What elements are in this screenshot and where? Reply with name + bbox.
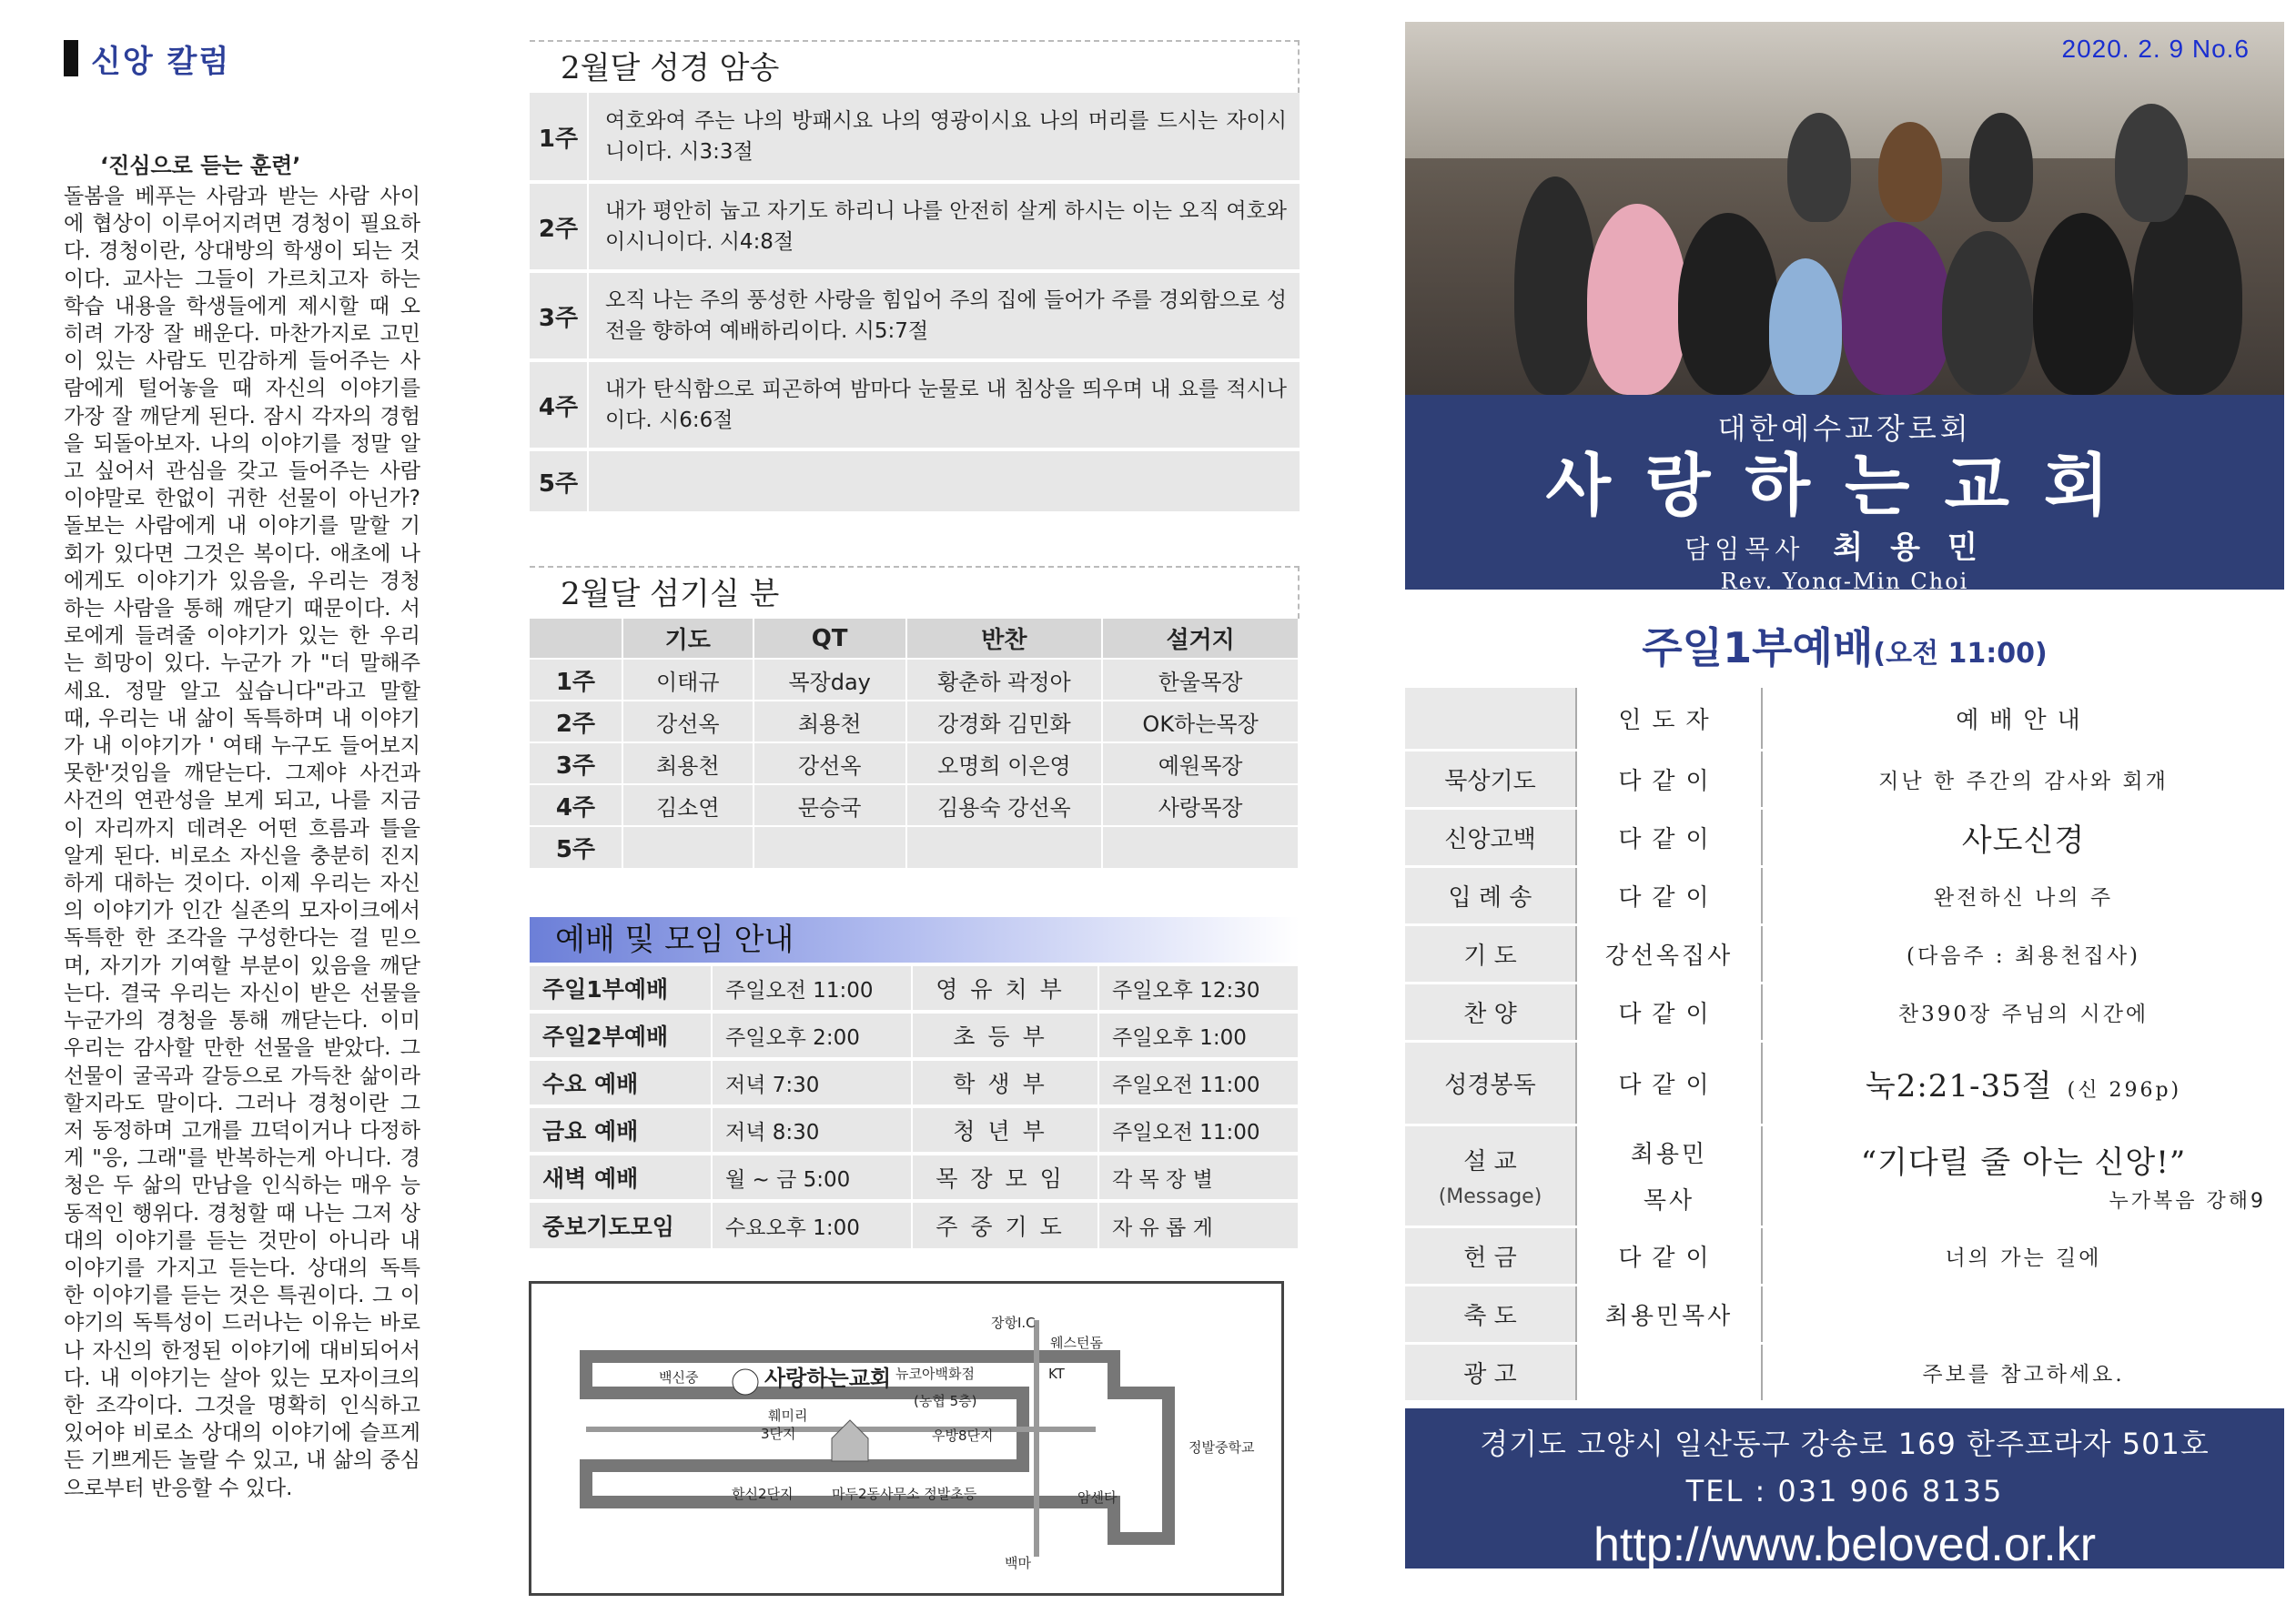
- order-item: [1405, 1125, 1576, 1226]
- duty-cell: 사랑목장: [1102, 784, 1299, 826]
- order-leader-name: 다같이: [1618, 767, 1720, 795]
- order-guide: [1762, 866, 2284, 924]
- worship-name: 주일2부예배: [530, 1012, 712, 1059]
- order-item: [1405, 983, 1576, 1041]
- order-item-name: 축 도: [1463, 1302, 1517, 1330]
- order-leader: [1576, 1343, 1762, 1401]
- worship-time: 수요오후 1:00: [712, 1201, 912, 1248]
- article-title: ‘진심으로 듣는 훈련’: [100, 153, 301, 178]
- worship-row: [530, 1106, 1299, 1154]
- map-baekma: 백마: [1005, 1555, 1031, 1571]
- duty-cell: 김소연: [622, 784, 754, 826]
- duty-week: 5주: [530, 826, 622, 868]
- duty-header: 기도: [622, 619, 754, 659]
- denomination: 대한예수교장로회: [1717, 411, 1972, 446]
- order-guide-small: 누가복음 강해9: [2109, 1190, 2266, 1213]
- duty-row: [530, 784, 1299, 826]
- worship-row: [530, 1012, 1299, 1059]
- duty-table: [530, 619, 1300, 868]
- order-leader-title: 목사: [1643, 1187, 1695, 1215]
- map-drawing: [531, 1284, 1281, 1593]
- photo-person: [1787, 113, 1851, 222]
- photo-person: [2033, 213, 2133, 395]
- order-item-name: 설 교: [1463, 1148, 1517, 1175]
- photo-person: [2133, 195, 2242, 395]
- order-row: [1405, 1285, 2284, 1343]
- department-name: 초등부: [912, 1012, 1098, 1059]
- worship-name: 수요 예배: [530, 1059, 712, 1106]
- faith-column: [64, 33, 420, 1502]
- order-guide: [1762, 1285, 2284, 1343]
- map-church-sub: (농협 5층): [914, 1393, 977, 1409]
- worship-name: 새벽 예배: [530, 1154, 712, 1201]
- department-name: 주중기도: [912, 1201, 1098, 1248]
- order-guide-text: 눅2:21-35절: [1865, 1067, 2053, 1105]
- order-leader: [1576, 866, 1762, 924]
- duty-cell: 강선옥: [622, 701, 754, 742]
- order-leader: [1576, 1125, 1762, 1226]
- order-guide-small: (신 296p): [2067, 1078, 2182, 1102]
- column-header: [64, 33, 420, 84]
- duty-week: 1주: [530, 659, 622, 701]
- order-item: [1405, 1285, 1576, 1343]
- duty-cell: 강선옥: [754, 742, 906, 784]
- worship-time: 주일오후 2:00: [712, 1012, 912, 1059]
- memorize-table: [530, 93, 1300, 515]
- order-guide-text: 지난 한 주간의 감사와 회개: [1878, 769, 2169, 793]
- duty-cell: [1102, 826, 1299, 868]
- duty-cell: 김용숙 강선옥: [906, 784, 1103, 826]
- worship-time: 주일오전 11:00: [712, 964, 912, 1012]
- order-item-name: 입 례 송: [1448, 883, 1532, 912]
- church-name: 사랑하는교회: [1545, 447, 2144, 525]
- duty-cell: 강경화 김민화: [906, 701, 1103, 742]
- duty-row: [530, 826, 1299, 868]
- photo-person: [1942, 231, 2033, 395]
- map-newcore: 뉴코아백화점: [895, 1366, 975, 1382]
- photo-person: [1878, 122, 1942, 222]
- map-ubang: 우방8단지: [932, 1427, 994, 1444]
- church-tel: TEL : 031 906 8135: [1685, 1473, 2004, 1508]
- order-item-name: 신앙고백: [1444, 825, 1536, 853]
- order-guide: [1762, 924, 2284, 983]
- order-leader: [1576, 750, 1762, 808]
- photo-person: [1587, 204, 1687, 395]
- order-item: [1405, 924, 1576, 983]
- location-map: [529, 1281, 1284, 1596]
- map-jangang: 장항I.C: [991, 1315, 1036, 1331]
- order-item-name: 기 도: [1463, 942, 1517, 970]
- department-time: 각 목 장 별: [1098, 1154, 1299, 1201]
- service-title: [1405, 615, 2284, 688]
- order-item-name: 성경봉독: [1444, 1071, 1536, 1099]
- order-leader-name: 최용민: [1630, 1141, 1708, 1168]
- duty-header: [530, 619, 622, 659]
- order-guide-text: (다음주 : 최용천집사): [1906, 943, 2141, 968]
- order-item: [1405, 866, 1576, 924]
- worship-time: 저녁 7:30: [712, 1059, 912, 1106]
- order-row: [1405, 866, 2284, 924]
- department-time: 주일오전 11:00: [1098, 1106, 1299, 1154]
- memorize-week: 3주: [530, 271, 588, 360]
- duty-cell: 황춘하 곽정아: [906, 659, 1103, 701]
- pastor-title: 담임목사: [1684, 534, 1805, 564]
- memorize-week: 1주: [530, 93, 588, 182]
- order-leader: [1576, 1041, 1762, 1125]
- church-footer: [1405, 1408, 2284, 1569]
- bulletin-date: 2020. 2. 9 No.6: [2061, 35, 2250, 63]
- church-address: 경기도 고양시 일산동구 강송로 169 한주프라자 501호: [1480, 1426, 2210, 1461]
- header-bar: [64, 40, 78, 76]
- worship-name: 금요 예배: [530, 1106, 712, 1154]
- order-guide: [1762, 1125, 2284, 1226]
- department-name: 청년부: [912, 1106, 1098, 1154]
- order-item-name: 광 고: [1463, 1360, 1517, 1388]
- duty-cell: 이태규: [622, 659, 754, 701]
- photo-person: [2115, 104, 2188, 222]
- duty-cell: [622, 826, 754, 868]
- order-guide: [1762, 983, 2284, 1041]
- duty-cell: [906, 826, 1103, 868]
- map-kt: KT: [1048, 1366, 1065, 1382]
- map-baeksin: 백신중: [659, 1369, 699, 1386]
- memorize-week: 5주: [530, 449, 588, 513]
- church-building-icon: [832, 1420, 868, 1461]
- pastor-name: 최용민: [1833, 530, 2005, 566]
- article-body: 돌봄을 베푸는 사람과 받는 사람 사이에 협상이 이루어지려면 경청이 필요하다. 경청이란, 상대방의 학생이 되는 것이다. 교사는 그들이 가르치고자 하는 학습 내용을 학생들에게 제시할 때 오히려 가장 잘 배운다. 마찬가지로 고민이 있는 사람도 민감하게 들어주는 사람에게 털어놓을 때 자신의 이야기를 가장 잘 깨닫게 된다. 잠시 각자의 경험을 되돌아보자. 나의 이야기를 정말 알고 싶어서 관심을 갖고 들어주는 사람이야말로 한없이 귀한 선물이 아닌가? 돌보는 사람에게 내 이야기를 말할 기회가 있다면 그것은 복이다. 애초에 나에게도 이야기가 있음을, 우리는 경청하는 사람을 통해 깨닫기 때문이다. 서로에게 들려줄 이야기가 있는 한 우리는 희망이 있다. 누군가 가 "더 말해주세요. 정말 알고 싶습니다"라고 말할 때, 우리는 내 삶이 독특하며 내 이야기가 내 이야기가 ' 여태 누구도 들어보지 못한'것임을 깨닫는다. 그제야 사건과 사건의 연관성을 보게 되고, 나를 지금 이 자리까지 데려온 어떤 흐름과 틀을 알게 된다. 비로소 자신을 충분히 진지하게 대하는 것이다. 이제 우리는 자신의 이야기가 인간 실존의 모자이크에서 독특한 한 조각을 구성한다는 걸 믿으며, 자기가 기여할 부분이 있음을 깨닫는다. 결국 우리는 자신이 받은 선물을 누군가의 경청을 통해 깨닫는다. 이미 우리는 감사할 만한 선물을 받았다. 그 선물이 굴곡과 갈등으로 가득찬 삶이라 할지라도 말이다. 그러나 경청이란 그저 동정하며 고개를 끄덕이거나 다정하게 "응, 그래"를 반복하는게 아니다. 경청은 두 삶의 만남을 인식하는 매우 능동적인 행위다. 경청할 때 나는 그저 상대의 이야기를 듣는 것만이 아니라 내 이야기를 가지고 듣는다. 상대의 독특한 이야기를 듣는 것은 특권이다. 그 이야기의 독특성이 드러나는 이유는 바로 나 자신의 한정된 이야기에 대비되어서다. 내 이야기는 살아 있는 모자이크의 한 조각이다. 그것을 명확히 인식하고 있어야 비로소 상대의 이야기에 슬프게든 기쁘게든 놀랄 수 있고, 내 삶의 중심으로부터 반응할 수 있다.: [64, 185, 420, 1500]
- order-guide: [1762, 808, 2284, 866]
- order-leader: [1576, 808, 1762, 866]
- order-item-name: 묵상기도: [1444, 767, 1536, 795]
- map-western: 웨스턴돔: [1050, 1335, 1103, 1351]
- service-time: (오전 11:00): [1873, 638, 2048, 670]
- memorize-row: [530, 360, 1300, 449]
- service-name: 주일1부예배: [1642, 623, 1874, 672]
- order-item: [1405, 750, 1576, 808]
- order-row: [1405, 983, 2284, 1041]
- order-guide: [1762, 1041, 2284, 1125]
- order-item-sub: (Message): [1438, 1185, 1542, 1208]
- order-leader-name: 다같이: [1618, 1071, 1720, 1099]
- order-guide-text: 찬390장 주님의 시간에: [1897, 1002, 2149, 1026]
- map-danji3: 3단지: [761, 1426, 796, 1442]
- photo-person: [1678, 213, 1778, 395]
- duty-row: [530, 742, 1299, 784]
- order-item: [1405, 1226, 1576, 1285]
- duty-cell: 문승국: [754, 784, 906, 826]
- duty-cell: 오명희 이은영: [906, 742, 1103, 784]
- photo-person: [1842, 222, 1951, 395]
- duty-row: [530, 659, 1299, 701]
- worship-name: 중보기도모임: [530, 1201, 712, 1248]
- map-amcenter: 암센타: [1077, 1489, 1118, 1506]
- order-leader-name: 다같이: [1618, 883, 1720, 912]
- order-row: [1405, 750, 2284, 808]
- department-time: 주일오후 1:00: [1098, 1012, 1299, 1059]
- order-item: [1405, 808, 1576, 866]
- order-row: [1405, 1226, 2284, 1285]
- order-guide-text: “기다릴 줄 아는 신앙!”: [1860, 1145, 2187, 1181]
- order-header-guide: 예배안내: [1762, 688, 2284, 750]
- order-row: [1405, 1041, 2284, 1125]
- order-row: [1405, 808, 2284, 866]
- right-column: [1405, 22, 2284, 1569]
- order-leader: [1576, 1226, 1762, 1285]
- duty-cell: OK하는목장: [1102, 701, 1299, 742]
- church-url[interactable]: http://www.beloved.or.kr: [1593, 1518, 2097, 1571]
- order-leader: [1576, 1285, 1762, 1343]
- order-row: [1405, 1343, 2284, 1401]
- photo-person: [1969, 113, 2033, 222]
- duty-cell: 최용천: [754, 701, 906, 742]
- order-leader-name: 다같이: [1618, 825, 1720, 853]
- worship-row: [530, 1059, 1299, 1106]
- duty-week: 3주: [530, 742, 622, 784]
- order-leader-name: 최용민목사: [1604, 1302, 1734, 1330]
- order-item-name: 찬 양: [1463, 1000, 1517, 1028]
- order-header-leader: 인도자: [1576, 688, 1762, 750]
- worship-time: 월 ~ 금 5:00: [712, 1154, 912, 1201]
- order-leader-name: 다같이: [1618, 1000, 1720, 1028]
- worship-table: [530, 963, 1300, 1248]
- order-item: [1405, 1343, 1576, 1401]
- memorize-row: [530, 271, 1300, 360]
- department-time: 주일오후 12:30: [1098, 964, 1299, 1012]
- worship-time: 저녁 8:30: [712, 1106, 912, 1154]
- church-logo-icon: [733, 1369, 758, 1395]
- memorize-verse: [588, 449, 1300, 513]
- photo-person: [1514, 177, 1596, 395]
- order-item: [1405, 1041, 1576, 1125]
- memorize-week: 4주: [530, 360, 588, 449]
- order-guide-text: 주보를 참고하세요.: [1922, 1362, 2125, 1387]
- department-name: 목장모임: [912, 1154, 1098, 1201]
- worship-row: [530, 1154, 1299, 1201]
- department-time: 주일오전 11:00: [1098, 1059, 1299, 1106]
- order-leader: [1576, 924, 1762, 983]
- worship-title: 예배 및 모임 안내: [530, 917, 1300, 963]
- duty-cell: 예원목장: [1102, 742, 1299, 784]
- group-photo: [1405, 22, 2284, 395]
- order-guide-text: 사도신경: [1961, 822, 2086, 859]
- order-leader-name: 다같이: [1618, 1244, 1720, 1272]
- duty-cell: [754, 826, 906, 868]
- duty-header: QT: [754, 619, 906, 659]
- department-time: 자 유 롭 게: [1098, 1201, 1299, 1248]
- church-banner: [1405, 395, 2284, 594]
- memorize-week: 2주: [530, 182, 588, 271]
- pastor-english: Rev. Yong-Min Choi: [1720, 569, 1969, 594]
- order-row: [1405, 1125, 2284, 1226]
- memorize-row: [530, 182, 1300, 271]
- pastor-line: [1405, 522, 2284, 567]
- duty-header: 반찬: [906, 619, 1103, 659]
- column-heading: 신앙 칼럼: [91, 43, 231, 80]
- order-guide: [1762, 1343, 2284, 1401]
- memorize-row: [530, 449, 1300, 513]
- duty-header: 설거지: [1102, 619, 1299, 659]
- order-leader-name: 강선옥집사: [1604, 942, 1734, 970]
- order-item-name: 헌 금: [1463, 1244, 1517, 1272]
- order-guide-text: 너의 가는 길에: [1945, 1246, 2102, 1270]
- map-madu: 마두2동사무소 정발초등: [832, 1486, 977, 1502]
- worship-row: [530, 1201, 1299, 1248]
- worship-name: 주일1부예배: [530, 964, 712, 1012]
- order-guide: [1762, 1226, 2284, 1285]
- department-name: 영유치부: [912, 964, 1098, 1012]
- duty-cell: 한울목장: [1102, 659, 1299, 701]
- memorize-verse: 여호와여 주는 나의 방패시요 나의 영광이시요 나의 머리를 드시는 자이시니이다. 시3:3절: [588, 93, 1300, 182]
- map-church-label: 사랑하는교회: [764, 1366, 892, 1391]
- map-huimiri: 훼미리: [768, 1407, 808, 1424]
- duty-week: 4주: [530, 784, 622, 826]
- memorize-title: 2월달 성경 암송: [530, 40, 1300, 93]
- duty-cell: 목장day: [754, 659, 906, 701]
- service-order-table: [1405, 688, 2284, 1403]
- map-jeongbal-mid: 정발중학교: [1188, 1439, 1255, 1456]
- order-header-blank: [1405, 688, 1576, 750]
- order-leader: [1576, 983, 1762, 1041]
- duty-week: 2주: [530, 701, 622, 742]
- middle-column: [530, 40, 1300, 1248]
- duty-row: [530, 701, 1299, 742]
- order-guide: [1762, 750, 2284, 808]
- department-name: 학생부: [912, 1059, 1098, 1106]
- worship-row: [530, 964, 1299, 1012]
- duty-title: 2월달 섬기실 분: [530, 566, 1300, 619]
- map-hanshin: 한신2단지: [732, 1486, 794, 1502]
- memorize-row: [530, 93, 1300, 182]
- memorize-verse: 내가 평안히 눕고 자기도 하리니 나를 안전히 살게 하시는 이는 오직 여호와이시니이다. 시4:8절: [588, 182, 1300, 271]
- order-row: [1405, 924, 2284, 983]
- memorize-verse: 오직 나는 주의 풍성한 사랑을 힘입어 주의 집에 들어가 주를 경외함으로 성전을 향하여 예배하리이다. 시5:7절: [588, 271, 1300, 360]
- photo-person: [1769, 258, 1842, 395]
- order-guide-text: 완전하신 나의 주: [1933, 885, 2114, 910]
- memorize-verse: 내가 탄식함으로 피곤하여 밤마다 눈물로 내 침상을 띄우며 내 요를 적시나이다. 시6:6절: [588, 360, 1300, 449]
- duty-cell: 최용천: [622, 742, 754, 784]
